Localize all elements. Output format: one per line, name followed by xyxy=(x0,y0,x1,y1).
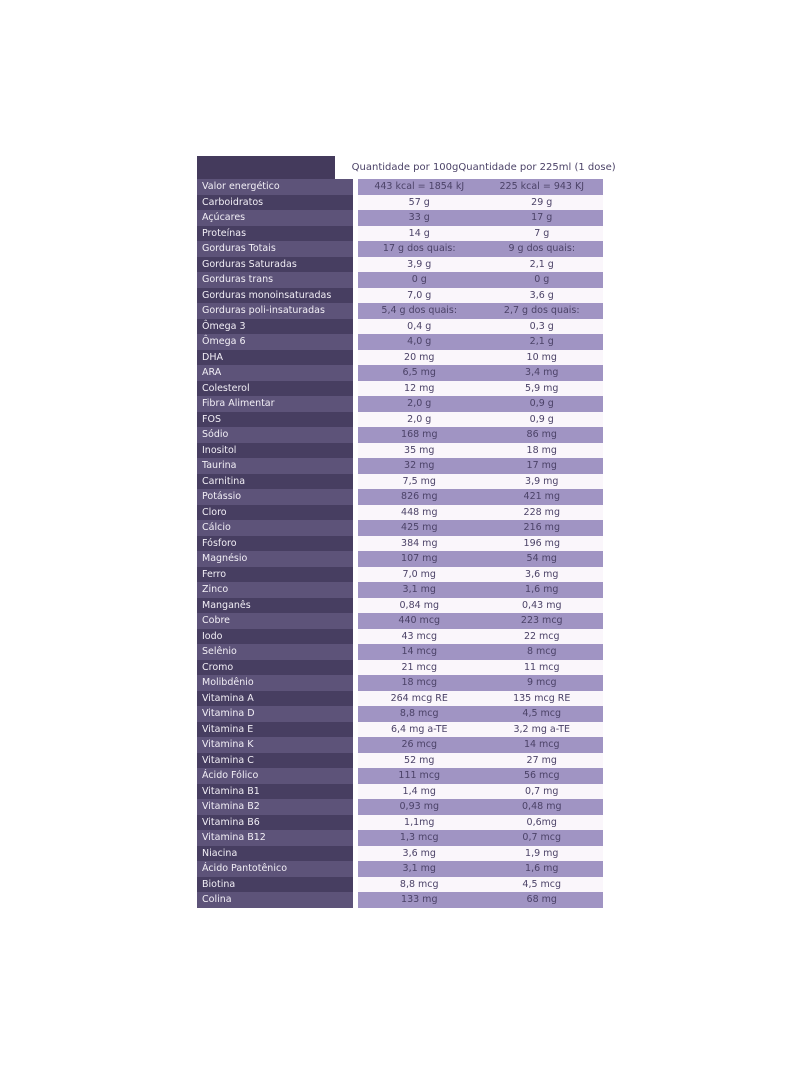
nutrient-label: Ferro xyxy=(197,567,353,583)
row-values xyxy=(358,768,603,784)
value-per-100g: 2,0 g xyxy=(407,413,432,425)
row-values xyxy=(358,226,603,242)
value-per-225ml: 4,5 mcg xyxy=(522,708,562,720)
row-values xyxy=(358,520,603,536)
table-row xyxy=(197,567,603,583)
value-per-100g: 8,8 mcg xyxy=(399,708,439,720)
table-row xyxy=(197,195,603,211)
row-values xyxy=(358,458,603,474)
row-values xyxy=(358,536,603,552)
nutrient-label: Carnitina xyxy=(197,474,353,490)
nutrient-label: Fósforo xyxy=(197,536,353,552)
value-per-225ml: 11 mcg xyxy=(523,661,560,673)
nutrient-label: Ácido Pantotênico xyxy=(197,861,353,877)
value-per-225ml: 0,9 g xyxy=(529,398,554,410)
row-values xyxy=(358,381,603,397)
value-per-100g: 21 mcg xyxy=(401,661,438,673)
value-per-225ml: 3,4 mg xyxy=(525,367,559,379)
nutrient-label: Gorduras Totais xyxy=(197,241,353,257)
nutrient-label: Vitamina B2 xyxy=(197,799,353,815)
value-per-100g: 826 mg xyxy=(401,491,438,503)
value-per-225ml: 5,9 mg xyxy=(525,382,559,394)
nutrient-label: Taurina xyxy=(197,458,353,474)
table-row xyxy=(197,303,603,319)
row-values xyxy=(358,443,603,459)
value-per-225ml: 3,9 mg xyxy=(525,475,559,487)
value-per-225ml: 0,6mg xyxy=(526,816,557,828)
value-per-225ml: 68 mg xyxy=(526,894,557,906)
nutrient-label: Vitamina B6 xyxy=(197,815,353,831)
value-per-225ml: 0,3 g xyxy=(529,320,554,332)
value-per-100g: 4,0 g xyxy=(407,336,432,348)
nutrient-label: Niacina xyxy=(197,846,353,862)
table-row xyxy=(197,489,603,505)
value-per-100g: 14 mcg xyxy=(401,646,438,658)
table-row xyxy=(197,582,603,598)
nutrient-label: Carboidratos xyxy=(197,195,353,211)
nutrient-label: Manganês xyxy=(197,598,353,614)
value-per-225ml: 29 g xyxy=(531,196,553,208)
table-row xyxy=(197,288,603,304)
row-values xyxy=(358,334,603,350)
value-per-100g: 12 mg xyxy=(404,382,435,394)
value-per-100g: 111 mcg xyxy=(398,770,441,782)
value-per-100g: 7,0 mg xyxy=(402,568,436,580)
row-values xyxy=(358,877,603,893)
nutrient-label: Vitamina B1 xyxy=(197,784,353,800)
value-per-100g: 32 mg xyxy=(404,460,435,472)
table-row xyxy=(197,536,603,552)
value-per-225ml: 17 g xyxy=(531,212,553,224)
header-value-columns xyxy=(339,156,616,179)
nutrient-label: Ômega 3 xyxy=(197,319,353,335)
value-per-225ml: 1,6 mg xyxy=(525,863,559,875)
table-row xyxy=(197,861,603,877)
row-values xyxy=(358,195,603,211)
value-per-225ml: 0,43 mg xyxy=(522,599,562,611)
value-per-225ml: 0,7 mcg xyxy=(522,832,562,844)
table-row xyxy=(197,241,603,257)
nutrient-label: Vitamina A xyxy=(197,691,353,707)
table-row xyxy=(197,598,603,614)
value-per-225ml: 2,7 g dos quais: xyxy=(503,305,580,317)
row-values xyxy=(358,257,603,273)
value-per-225ml: 27 mg xyxy=(526,754,557,766)
row-values xyxy=(358,241,603,257)
row-values xyxy=(358,489,603,505)
value-per-225ml: 223 mcg xyxy=(520,615,563,627)
nutrition-table xyxy=(197,156,616,908)
nutrient-label: Cromo xyxy=(197,660,353,676)
value-per-225ml: 196 mg xyxy=(523,537,560,549)
value-per-100g: 35 mg xyxy=(404,444,435,456)
table-row xyxy=(197,396,603,412)
nutrient-label: Cálcio xyxy=(197,520,353,536)
value-per-100g: 0,84 mg xyxy=(399,599,439,611)
table-row xyxy=(197,644,603,660)
row-values xyxy=(358,288,603,304)
nutrient-label: Potássio xyxy=(197,489,353,505)
nutrient-label: Colesterol xyxy=(197,381,353,397)
table-row xyxy=(197,458,603,474)
row-values xyxy=(358,737,603,753)
value-per-100g: 264 mcg RE xyxy=(390,692,448,704)
value-per-100g: 3,6 mg xyxy=(402,847,436,859)
nutrient-label: Cloro xyxy=(197,505,353,521)
table-row xyxy=(197,768,603,784)
row-values xyxy=(358,613,603,629)
table-row xyxy=(197,520,603,536)
row-values xyxy=(358,210,603,226)
value-per-100g: 1,1mg xyxy=(404,816,435,828)
row-values xyxy=(358,629,603,645)
value-per-225ml: 216 mg xyxy=(523,522,560,534)
nutrient-label: Fibra Alimentar xyxy=(197,396,353,412)
row-values xyxy=(358,598,603,614)
nutrient-label: Vitamina K xyxy=(197,737,353,753)
row-values xyxy=(358,427,603,443)
table-row xyxy=(197,737,603,753)
table-header-row xyxy=(197,156,616,179)
value-per-100g: 6,4 mg a-TE xyxy=(390,723,448,735)
table-row xyxy=(197,427,603,443)
row-values xyxy=(358,815,603,831)
nutrient-label: Inositol xyxy=(197,443,353,459)
value-per-225ml: 0 g xyxy=(534,274,550,286)
value-per-100g: 6,5 mg xyxy=(402,367,436,379)
value-per-225ml: 9 g dos quais: xyxy=(508,243,576,255)
table-row xyxy=(197,412,603,428)
table-row xyxy=(197,319,603,335)
nutrient-label: Gorduras monoinsaturadas xyxy=(197,288,353,304)
nutrient-label: Selênio xyxy=(197,644,353,660)
row-values xyxy=(358,396,603,412)
value-per-100g: 2,0 g xyxy=(407,398,432,410)
table-row xyxy=(197,753,603,769)
nutrient-label: Gorduras Saturadas xyxy=(197,257,353,273)
value-per-100g: 0 g xyxy=(411,274,427,286)
value-per-100g: 0,93 mg xyxy=(399,801,439,813)
row-values xyxy=(358,272,603,288)
nutrient-label: Vitamina C xyxy=(197,753,353,769)
value-per-100g: 7,5 mg xyxy=(402,475,436,487)
value-per-225ml: 1,9 mg xyxy=(525,847,559,859)
value-per-225ml: 54 mg xyxy=(526,553,557,565)
value-per-225ml: 135 mcg RE xyxy=(513,692,571,704)
nutrient-label: Vitamina E xyxy=(197,722,353,738)
value-per-225ml: 3,2 mg a-TE xyxy=(513,723,571,735)
table-row xyxy=(197,210,603,226)
row-values xyxy=(358,784,603,800)
nutrient-label: Vitamina B12 xyxy=(197,830,353,846)
value-per-100g: 3,1 mg xyxy=(402,863,436,875)
nutrient-label: Vitamina D xyxy=(197,706,353,722)
value-per-225ml: 421 mg xyxy=(523,491,560,503)
row-values xyxy=(358,179,603,195)
nutrient-label: Zinco xyxy=(197,582,353,598)
table-row xyxy=(197,722,603,738)
table-row xyxy=(197,381,603,397)
value-per-100g: 20 mg xyxy=(404,351,435,363)
value-per-100g: 133 mg xyxy=(401,894,438,906)
value-per-100g: 440 mcg xyxy=(398,615,441,627)
nutrient-label: Proteínas xyxy=(197,226,353,242)
value-per-100g: 8,8 mcg xyxy=(399,878,439,890)
value-per-100g: 384 mg xyxy=(401,537,438,549)
value-per-225ml: 56 mcg xyxy=(523,770,560,782)
row-values xyxy=(358,861,603,877)
value-per-100g: 1,3 mcg xyxy=(399,832,439,844)
value-per-100g: 1,4 mg xyxy=(402,785,436,797)
value-per-225ml: 228 mg xyxy=(523,506,560,518)
value-per-225ml: 9 mcg xyxy=(526,677,557,689)
row-values xyxy=(358,350,603,366)
row-values xyxy=(358,892,603,908)
value-per-100g: 57 g xyxy=(408,196,430,208)
table-row xyxy=(197,784,603,800)
table-row xyxy=(197,660,603,676)
row-values xyxy=(358,846,603,862)
value-per-225ml: 2,1 g xyxy=(529,258,554,270)
value-per-100g: 168 mg xyxy=(401,429,438,441)
row-values xyxy=(358,303,603,319)
value-per-100g: 425 mg xyxy=(401,522,438,534)
value-per-100g: 107 mg xyxy=(401,553,438,565)
nutrient-label: Magnésio xyxy=(197,551,353,567)
nutrient-label: Gorduras trans xyxy=(197,272,353,288)
value-per-225ml: 17 mg xyxy=(526,460,557,472)
row-values xyxy=(358,644,603,660)
nutrient-label: FOS xyxy=(197,412,353,428)
value-per-225ml: 22 mcg xyxy=(523,630,560,642)
row-values xyxy=(358,551,603,567)
row-values xyxy=(358,722,603,738)
row-values xyxy=(358,830,603,846)
nutrient-label: Ácido Fólico xyxy=(197,768,353,784)
value-per-100g: 14 g xyxy=(408,227,430,239)
nutrient-label: DHA xyxy=(197,350,353,366)
row-values xyxy=(358,675,603,691)
nutrient-label: Biotina xyxy=(197,877,353,893)
value-per-225ml: 18 mg xyxy=(526,444,557,456)
nutrient-label: Molibdênio xyxy=(197,675,353,691)
table-row xyxy=(197,613,603,629)
table-row xyxy=(197,799,603,815)
value-per-100g: 52 mg xyxy=(404,754,435,766)
table-row xyxy=(197,334,603,350)
nutrient-label: Gorduras poli-insaturadas xyxy=(197,303,353,319)
value-per-100g: 33 g xyxy=(408,212,430,224)
table-row xyxy=(197,629,603,645)
nutrient-label: Iodo xyxy=(197,629,353,645)
table-row xyxy=(197,691,603,707)
header-per-225ml: Quantidade por 225ml (1 dose) xyxy=(458,162,616,173)
value-per-225ml: 225 kcal = 943 KJ xyxy=(499,181,585,193)
value-per-100g: 3,1 mg xyxy=(402,584,436,596)
value-per-225ml: 14 mcg xyxy=(523,739,560,751)
table-row xyxy=(197,365,603,381)
row-values xyxy=(358,474,603,490)
table-row xyxy=(197,350,603,366)
value-per-225ml: 3,6 mg xyxy=(525,568,559,580)
table-row xyxy=(197,443,603,459)
row-values xyxy=(358,365,603,381)
value-per-225ml: 4,5 mcg xyxy=(522,878,562,890)
row-values xyxy=(358,799,603,815)
row-values xyxy=(358,412,603,428)
value-per-225ml: 2,1 g xyxy=(529,336,554,348)
value-per-225ml: 7 g xyxy=(534,227,550,239)
value-per-225ml: 8 mcg xyxy=(526,646,557,658)
nutrient-label: Sódio xyxy=(197,427,353,443)
table-body xyxy=(197,179,603,908)
value-per-100g: 3,9 g xyxy=(407,258,432,270)
value-per-100g: 43 mcg xyxy=(401,630,438,642)
nutrient-label: Valor energético xyxy=(197,179,353,195)
row-values xyxy=(358,691,603,707)
table-row xyxy=(197,272,603,288)
value-per-225ml: 0,7 mg xyxy=(525,785,559,797)
table-row xyxy=(197,892,603,908)
row-values xyxy=(358,567,603,583)
nutrient-label: Colina xyxy=(197,892,353,908)
row-values xyxy=(358,319,603,335)
table-row xyxy=(197,706,603,722)
value-per-225ml: 0,9 g xyxy=(529,413,554,425)
value-per-100g: 7,0 g xyxy=(407,289,432,301)
row-values xyxy=(358,706,603,722)
nutrient-label: Cobre xyxy=(197,613,353,629)
value-per-225ml: 10 mg xyxy=(526,351,557,363)
table-row xyxy=(197,226,603,242)
row-values xyxy=(358,582,603,598)
table-row xyxy=(197,877,603,893)
value-per-100g: 448 mg xyxy=(401,506,438,518)
table-row xyxy=(197,551,603,567)
header-per-100g: Quantidade por 100g xyxy=(351,162,459,173)
value-per-225ml: 0,48 mg xyxy=(522,801,562,813)
table-row xyxy=(197,675,603,691)
value-per-225ml: 86 mg xyxy=(526,429,557,441)
row-values xyxy=(358,505,603,521)
table-row xyxy=(197,179,603,195)
value-per-225ml: 1,6 mg xyxy=(525,584,559,596)
header-corner-cell xyxy=(197,156,335,179)
value-per-225ml: 3,6 g xyxy=(529,289,554,301)
nutrient-label: Ômega 6 xyxy=(197,334,353,350)
table-row xyxy=(197,815,603,831)
row-values xyxy=(358,753,603,769)
value-per-100g: 26 mcg xyxy=(401,739,438,751)
value-per-100g: 5,4 g dos quais: xyxy=(381,305,458,317)
value-per-100g: 0,4 g xyxy=(407,320,432,332)
table-row xyxy=(197,830,603,846)
value-per-100g: 17 g dos quais: xyxy=(382,243,456,255)
value-per-100g: 18 mcg xyxy=(401,677,438,689)
nutrient-label: ARA xyxy=(197,365,353,381)
nutrient-label: Açúcares xyxy=(197,210,353,226)
row-values xyxy=(358,660,603,676)
table-row xyxy=(197,846,603,862)
table-row xyxy=(197,257,603,273)
value-per-100g: 443 kcal = 1854 kJ xyxy=(374,181,465,193)
table-row xyxy=(197,474,603,490)
table-row xyxy=(197,505,603,521)
